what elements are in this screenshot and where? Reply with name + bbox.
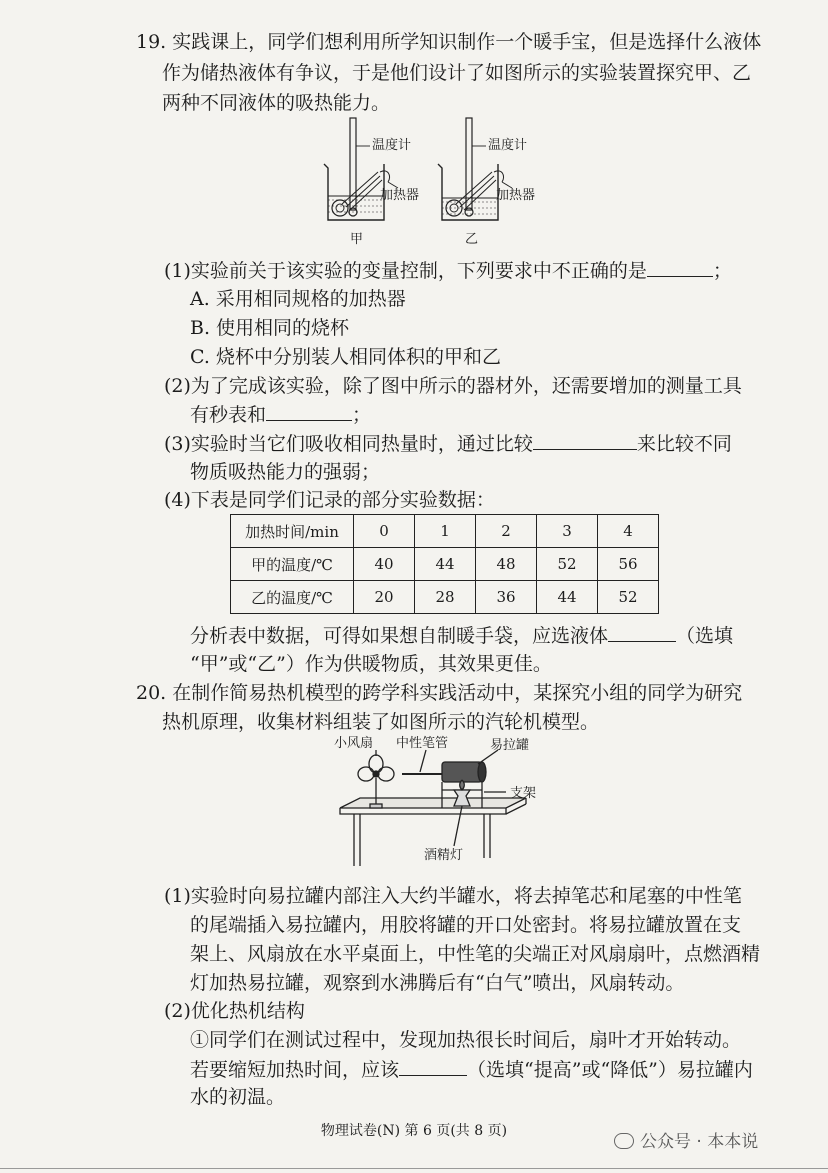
option-c: C. 烧杯中分别装人相同体积的甲和乙	[190, 346, 501, 368]
thermometer-label-a: 温度计	[372, 138, 412, 153]
watermark-text: 公众号 · 本本说	[640, 1132, 759, 1152]
table-cell: 4	[598, 515, 659, 548]
thermometer-label-b: 温度计	[488, 138, 528, 153]
q19-stem-line-1: 19. 实践课上，同学们想利用所学知识制作一个暖手宝，但是选择什么液体	[136, 31, 762, 53]
q20-part2-title: (2)优化热机结构	[164, 1000, 305, 1022]
q20-part2-line-1: ①同学们在测试过程中，发现加热很长时间后，扇叶才开始转动。	[190, 1029, 742, 1051]
q19-part1-text: (1)实验前关于该实验的变量控制，下列要求中不正确的是	[164, 260, 647, 282]
stand-label: 支架	[510, 786, 537, 801]
answer-blank-1[interactable]	[647, 258, 713, 277]
beaker-b	[438, 118, 504, 220]
q20-stem-line-2: 热机原理，收集材料组装了如图所示的汽轮机模型。	[162, 711, 600, 733]
table-row	[231, 581, 659, 614]
lamp-label: 酒精灯	[424, 848, 464, 863]
beaker-b-label: 乙	[465, 232, 479, 247]
table-row	[231, 548, 659, 581]
page-footer: 物理试卷(N) 第 6 页(共 8 页)	[320, 1123, 508, 1139]
watermark	[614, 1127, 758, 1152]
q19-part2-end: ；	[352, 404, 372, 426]
table-cell: 加热时间/min	[231, 515, 354, 548]
q19-stem-line-3: 两种不同液体的吸热能力。	[162, 92, 391, 114]
q19-analysis-line-1	[190, 623, 733, 648]
q20-part1-line-3: 架上、风扇放在水平桌面上，中性笔的尖端正对风扇扇叶，点燃酒精	[190, 943, 761, 965]
q19-part3-pre: (3)实验时当它们吸收相同热量时，通过比较	[164, 433, 533, 455]
table-cell: 0	[354, 515, 415, 548]
table-cell: 20	[354, 581, 415, 614]
table-cell: 44	[415, 548, 476, 581]
table-cell: 2	[476, 515, 537, 548]
q20-part2-line-3: 水的初温。	[190, 1086, 286, 1108]
turbine-figure	[330, 734, 550, 884]
answer-blank-5[interactable]	[399, 1057, 467, 1076]
table-cell: 36	[476, 581, 537, 614]
table-row	[231, 515, 659, 548]
wechat-icon	[614, 1133, 634, 1149]
answer-blank-4[interactable]	[608, 623, 676, 642]
bottom-divider	[0, 1168, 828, 1169]
beaker-figure	[310, 112, 560, 252]
table-cell: 52	[537, 548, 598, 581]
table-cell: 52	[598, 581, 659, 614]
table-cell: 乙的温度/℃	[231, 581, 354, 614]
q20-part1-line-4: 灯加热易拉罐，观察到水沸腾后有“白气”喷出，风扇转动。	[190, 972, 685, 994]
data-table	[230, 514, 659, 614]
q20-stem-line-1: 20. 在制作简易热机模型的跨学科实践活动中，某探究小组的同学为研究	[136, 682, 743, 704]
q19-part1	[164, 258, 732, 283]
q19-part1-end: ；	[712, 260, 732, 282]
fan-label: 小风扇	[334, 736, 374, 751]
beaker-a-label: 甲	[350, 232, 364, 247]
table-cell: 3	[537, 515, 598, 548]
heater-label-a: 加热器	[380, 188, 420, 203]
q19-analysis-post: （选填	[676, 625, 734, 647]
table-cell: 48	[476, 548, 537, 581]
q19-stem-line-2: 作为储热液体有争议，于是他们设计了如图所示的实验装置探究甲、乙	[162, 62, 752, 84]
q20-part1-line-2: 的尾端插入易拉罐内，用胶将罐的开口处密封。将易拉罐放置在支	[190, 914, 742, 936]
q19-part2-line-1: (2)为了完成该实验，除了图中所示的器材外，还需要增加的测量工具	[164, 375, 742, 397]
table-cell: 28	[415, 581, 476, 614]
pen-label: 中性笔管	[396, 736, 449, 751]
can-label: 易拉罐	[490, 738, 530, 753]
q20-part2-line-2	[190, 1057, 753, 1082]
q19-part4: (4)下表是同学们记录的部分实验数据：	[164, 489, 495, 511]
table-cell: 44	[537, 581, 598, 614]
table-cell: 1	[415, 515, 476, 548]
q19-analysis-line-2: “甲”或“乙”）作为供暖物质，其效果更佳。	[190, 653, 552, 675]
q19-part2-pre: 有秒表和	[190, 404, 267, 426]
table-cell: 56	[598, 548, 659, 581]
q19-analysis-pre: 分析表中数据，可得如果想自制暖手袋，应选液体	[190, 625, 609, 647]
q19-part3-line-2: 物质吸热能力的强弱；	[190, 461, 381, 483]
q19-part2-line-2	[190, 402, 371, 427]
q20-part1-line-1: (1)实验时向易拉罐内部注入大约半罐水，将去掉笔芯和尾塞的中性笔	[164, 885, 742, 907]
beaker-diagram	[310, 112, 560, 252]
q20-part2-pre: 若要缩短加热时间，应该	[190, 1059, 400, 1081]
heater-label-b: 加热器	[496, 188, 536, 203]
q20-part2-post: （选填“提高”或“降低”）易拉罐内	[467, 1059, 753, 1081]
q19-part3-post: 来比较不同	[636, 433, 732, 455]
beaker-a	[324, 118, 390, 220]
answer-blank-2[interactable]	[266, 402, 352, 421]
table-cell: 甲的温度/℃	[231, 548, 354, 581]
answer-blank-3[interactable]	[533, 431, 637, 450]
option-b: B. 使用相同的烧杯	[190, 317, 350, 339]
table-cell: 40	[354, 548, 415, 581]
option-a: A. 采用相同规格的加热器	[190, 288, 406, 310]
q19-part3-line-1	[164, 431, 732, 456]
